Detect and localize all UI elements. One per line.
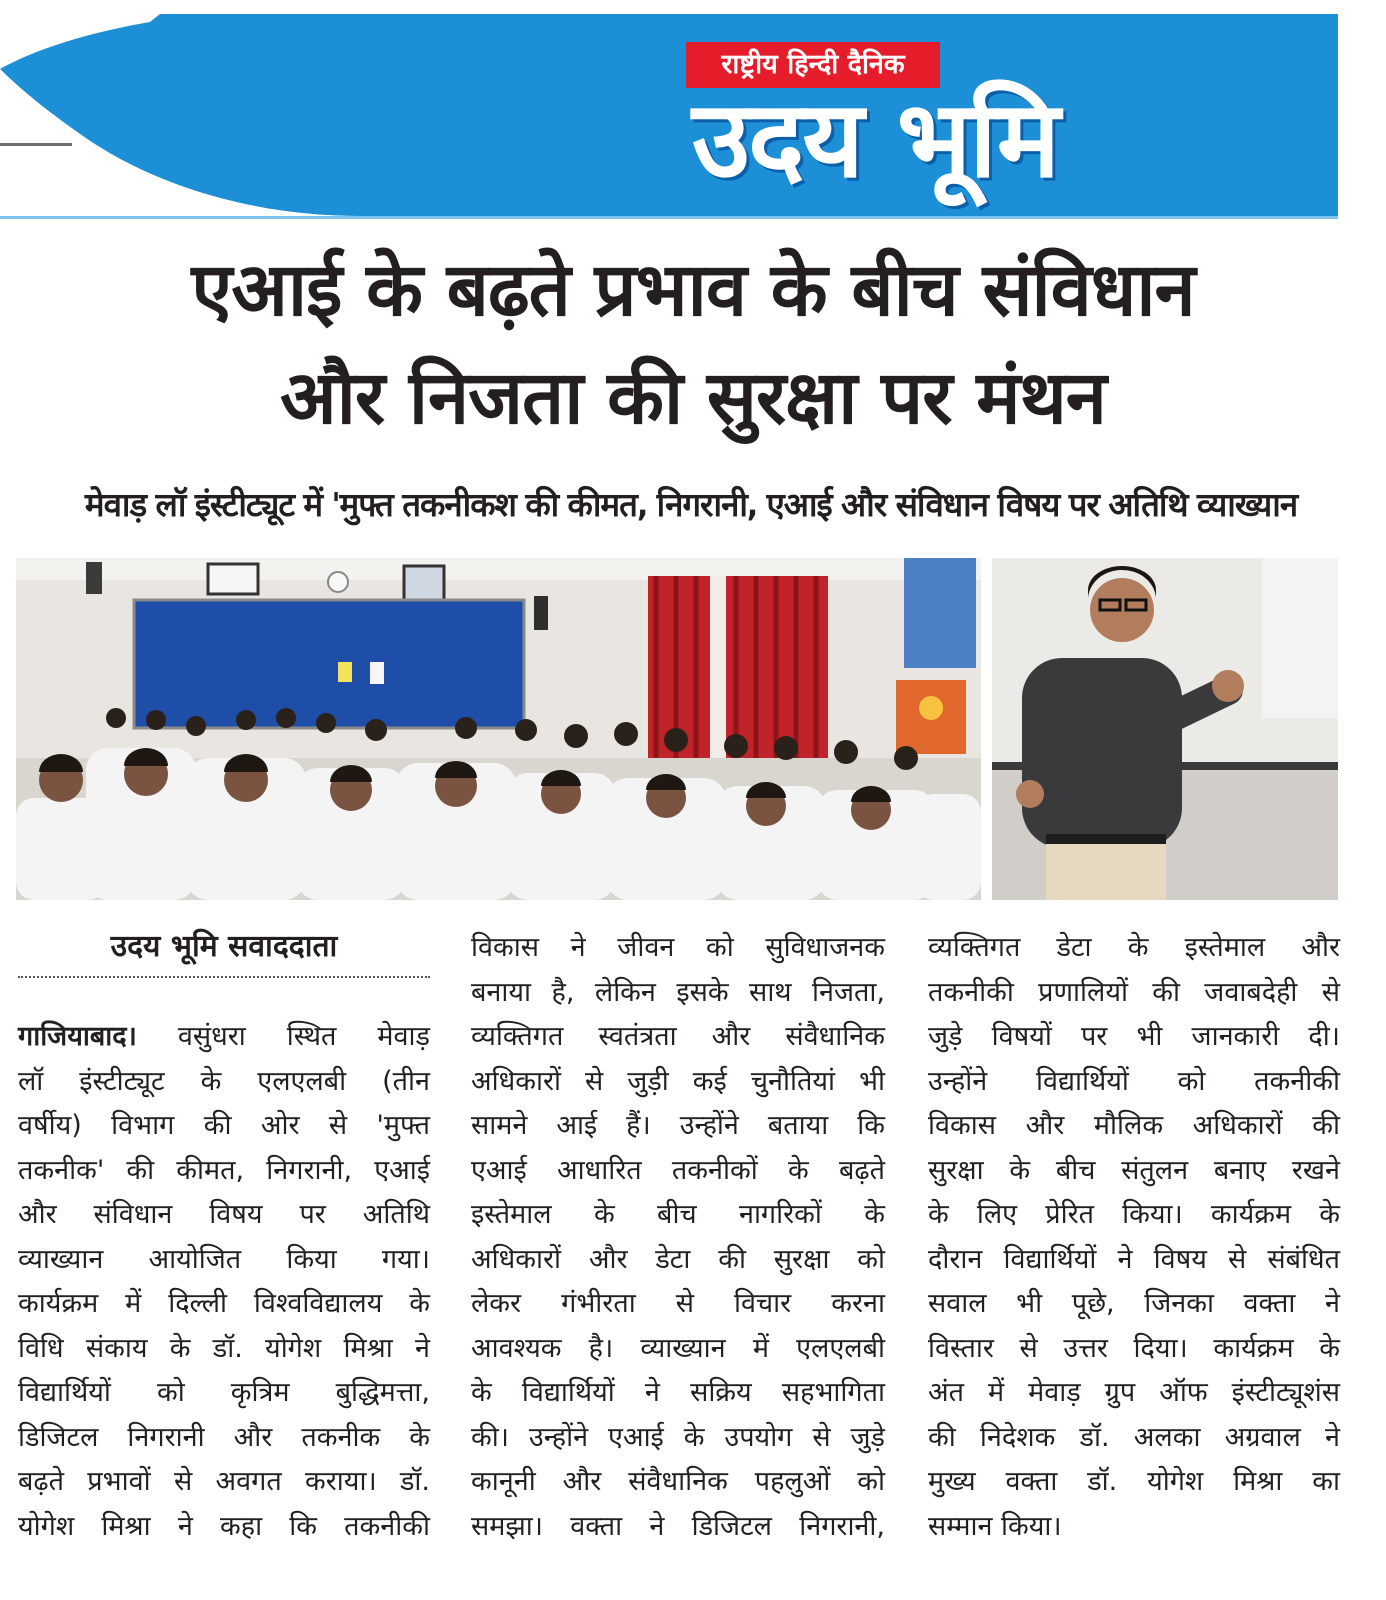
article-line: बढ़ते प्रभावों से अवगत कराया। डॉ. [18, 1466, 430, 1497]
corner-rule [0, 143, 72, 146]
article-line: सुरक्षा के बीच संतुलन बनाए रखने [928, 1154, 1340, 1186]
article-line: विकास ने जीवन को सुविधाजनक [471, 932, 885, 963]
article-line: और संविधान विषय पर अतिथि [18, 1199, 430, 1230]
article-line: विस्तार से उत्तर दिया। कार्यक्रम के [928, 1332, 1340, 1364]
article-line: सम्मान किया। [928, 1510, 1062, 1542]
article-line: मुख्य वक्ता डॉ. योगेश मिश्रा का [928, 1466, 1340, 1497]
article-line: व्याख्यान आयोजित किया गया। [18, 1243, 430, 1275]
article-line: तकनीक' की कीमत, निगरानी, एआई [18, 1154, 430, 1186]
article-column-1 [18, 1015, 430, 1549]
article-line: विधि संकाय के डॉ. योगेश मिश्रा ने [18, 1332, 430, 1364]
dateline: गाजियाबाद। [18, 1021, 137, 1052]
classroom-photo [16, 558, 981, 900]
article-line: समझा। वक्ता ने डिजिटल निगरानी, [471, 1510, 885, 1542]
byline: उदय भूमि सवाददाता [110, 929, 338, 964]
article-line: गाजियाबाद। वसुंधरा स्थित मेवाड़ [18, 1021, 430, 1052]
article-line: दौरान विद्यार्थियों ने विषय से संबंधित [928, 1243, 1340, 1275]
article-line: वर्षीय) विभाग की ओर से 'मुफ्त [18, 1110, 430, 1141]
article-line: के लिए प्रेरित किया। कार्यक्रम के [928, 1199, 1340, 1230]
article-line: के विद्यार्थियों ने सक्रिय सहभागिता [471, 1377, 885, 1408]
speaker-photo [992, 558, 1338, 900]
article-line: लॉ इंस्टीट्यूट के एलएलबी (तीन [18, 1065, 430, 1097]
subheadline: मेवाड़ लॉ इंस्टीट्यूट में 'मुफ्त तकनीकश की कीमत, निगरानी, एआई और संविधान विषय पर अतिथि व्याख्यान [84, 485, 1298, 524]
masthead-logo: उदय भूमि [692, 78, 1059, 201]
article-line: बनाया है, लेकिन इसके साथ निजता, [471, 976, 885, 1008]
article-line: डिजिटल निगरानी और तकनीक के [18, 1421, 430, 1453]
article-line: सामने आई हैं। उन्होंने बताया कि [471, 1110, 885, 1141]
article-line: कार्यक्रम में दिल्ली विश्वविद्यालय के [18, 1288, 430, 1319]
article-line: विकास और मौलिक अधिकारों की [928, 1110, 1340, 1141]
article-line: इस्तेमाल के बीच नागरिकों के [471, 1199, 885, 1230]
article-column-2 [471, 926, 885, 1549]
masthead-banner [0, 14, 1362, 222]
byline-divider [18, 976, 430, 978]
article-column-3 [928, 926, 1340, 1549]
article-line: तकनीकी प्रणालियों की जवाबदेही से [928, 976, 1340, 1008]
article-line: अधिकारों और डेटा की सुरक्षा को [471, 1243, 885, 1275]
article-line: की निदेशक डॉ. अलका अग्रवाल ने [928, 1421, 1340, 1453]
article-line: विद्यार्थियों को कृत्रिम बुद्धिमत्ता, [18, 1377, 430, 1408]
article-line: अंत में मेवाड़ ग्रुप ऑफ इंस्टीट्यूशंस [928, 1377, 1340, 1408]
masthead [0, 14, 1362, 222]
masthead-tagline: राष्ट्रीय हिन्दी दैनिक [686, 42, 940, 88]
article-line: उन्होंने विद्यार्थियों को तकनीकी [928, 1065, 1340, 1097]
headline-line-1: एआई के बढ़ते प्रभाव के बीच संविधान [191, 247, 1195, 333]
headline-line-2: और निजता की सुरक्षा पर मंथन [280, 355, 1106, 441]
article-line: सवाल भी पूछे, जिनका वक्ता ने [928, 1288, 1340, 1319]
article-line: योगेश मिश्रा ने कहा कि तकनीकी [18, 1510, 430, 1542]
article-line: एआई आधारित तकनीकों के बढ़ते [471, 1154, 885, 1186]
article-line: लेकर गंभीरता से विचार करना [471, 1288, 885, 1319]
article-line: की। उन्होंने एआई के उपयोग से जुड़े [471, 1421, 885, 1453]
article-line: जुड़े विषयों पर भी जानकारी दी। [928, 1021, 1340, 1052]
article-line: व्यक्तिगत डेटा के इस्तेमाल और [928, 932, 1340, 963]
article-line: कानूनी और संवैधानिक पहलुओं को [471, 1466, 885, 1497]
article-line: आवश्यक है। व्याख्यान में एलएलबी [471, 1332, 885, 1364]
article-line: अधिकारों से जुड़ी कई चुनौतियां भी [471, 1065, 885, 1097]
headline [18, 236, 1368, 452]
article-line: व्यक्तिगत स्वतंत्रता और संवैधानिक [471, 1021, 885, 1052]
